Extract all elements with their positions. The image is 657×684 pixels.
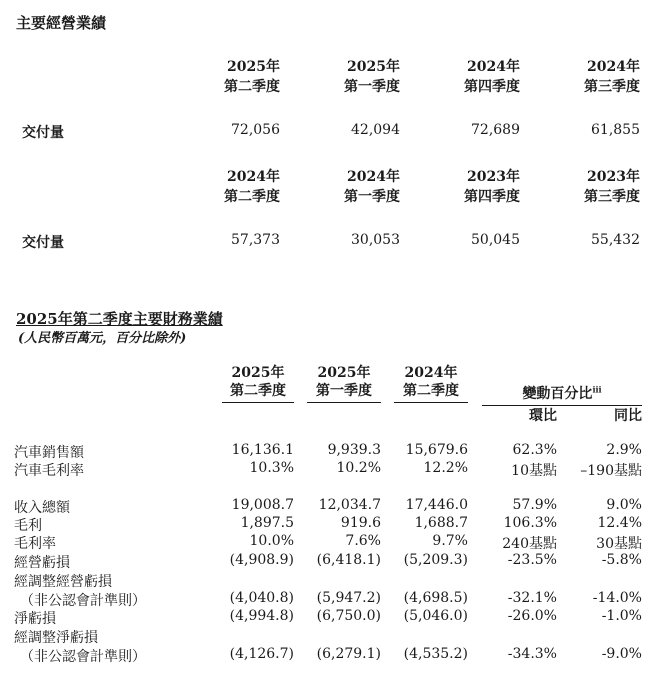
row-label: 毛利 — [14, 518, 42, 534]
table-cell: (4,126.7) — [229, 646, 294, 662]
table-cell: 7.6% — [345, 533, 381, 549]
table-cell: (6,418.1) — [316, 552, 381, 568]
table-cell: 12,034.7 — [318, 497, 381, 513]
row-label: （非公認會計準則） — [20, 649, 146, 665]
change-title: 變動百分比 — [522, 386, 593, 402]
delivery-value: 30,053 — [351, 232, 400, 248]
table-cell: –190基點 — [580, 463, 642, 479]
table-cell: (4,535.2) — [403, 646, 468, 662]
table-cell: 919.6 — [340, 515, 381, 531]
table-cell: 12.2% — [423, 460, 468, 476]
table-cell: (4,908.9) — [229, 552, 294, 568]
header-quarter: 第三季度 — [584, 79, 640, 95]
table-cell: (6,279.1) — [316, 646, 381, 662]
header-year: 2024年 — [347, 169, 400, 185]
row-label: 汽車毛利率 — [14, 463, 84, 479]
column-header — [307, 364, 381, 403]
table-cell: 30基點 — [596, 536, 642, 552]
table-cell: 9.0% — [606, 497, 642, 513]
delivery-value: 50,045 — [471, 232, 520, 248]
header-year: 2024年 — [467, 59, 520, 75]
row-label: 汽車銷售額 — [14, 445, 84, 461]
table-cell: -9.0% — [601, 646, 642, 662]
column-header — [565, 57, 640, 97]
row-label: 交付量 — [22, 235, 64, 251]
table-cell: 15,679.6 — [405, 442, 468, 458]
section-title: 2025年第二季度主要財務業績 — [16, 310, 223, 328]
table-cell: 62.3% — [512, 442, 557, 458]
header-quarter: 第四季度 — [464, 189, 520, 205]
table-cell: (6,750.0) — [316, 608, 381, 624]
table-cell: 10基點 — [511, 463, 557, 479]
table-cell: 1,688.7 — [414, 515, 468, 531]
header-year: 2025年 — [231, 365, 285, 381]
row-label: 經調整經營虧損 — [14, 574, 112, 590]
table-cell: 10.2% — [336, 460, 381, 476]
table-cell: (4,040.8) — [229, 590, 294, 606]
delivery-value: 72,056 — [231, 122, 280, 138]
table-cell: 9,939.3 — [327, 442, 381, 458]
change-footnote: iii — [592, 384, 602, 395]
row-label: 經營虧損 — [14, 555, 70, 571]
row-label: 毛利率 — [14, 536, 56, 552]
header-year: 2023年 — [587, 169, 640, 185]
header-quarter: 第四季度 — [464, 79, 520, 95]
column-header — [565, 167, 640, 207]
table-cell: -32.1% — [507, 590, 557, 606]
header-year: 2024年 — [404, 365, 458, 381]
header-year: 2023年 — [467, 169, 520, 185]
row-label: 交付量 — [22, 125, 64, 141]
header-year: 2025年 — [347, 59, 400, 75]
header-quarter: 第二季度 — [224, 189, 280, 205]
table-cell: (4,698.5) — [403, 590, 468, 606]
header-quarter: 第三季度 — [584, 189, 640, 205]
header-quarter: 第一季度 — [316, 383, 372, 399]
table-cell: 1,897.5 — [240, 515, 294, 531]
table-cell: (5,947.2) — [316, 590, 381, 606]
table-cell: 240基點 — [502, 536, 557, 552]
header-quarter: 第二季度 — [230, 383, 286, 399]
column-header — [445, 57, 520, 97]
header-quarter: 第一季度 — [344, 189, 400, 205]
table-cell: -5.8% — [601, 552, 642, 568]
table-cell: 9.7% — [432, 533, 468, 549]
table-cell: 57.9% — [512, 497, 557, 513]
table-cell: 10.3% — [249, 460, 294, 476]
row-label: 收入總額 — [14, 500, 70, 516]
header-year: 2024年 — [587, 59, 640, 75]
change-col-yoy: 同比 — [614, 408, 642, 424]
table-cell: 17,446.0 — [405, 497, 468, 513]
header-year: 2024年 — [227, 169, 280, 185]
header-quarter: 第二季度 — [224, 79, 280, 95]
table-cell: 16,136.1 — [231, 442, 294, 458]
column-header — [205, 57, 280, 97]
delivery-value: 42,094 — [351, 122, 400, 138]
delivery-value: 61,855 — [591, 122, 640, 138]
column-header — [222, 364, 294, 403]
delivery-value: 55,432 — [591, 232, 640, 248]
table-cell: -14.0% — [592, 590, 642, 606]
column-header — [205, 167, 280, 207]
row-label: （非公認會計準則） — [20, 593, 146, 609]
section-subtitle: (人民幣百萬元，百分比除外) — [18, 331, 187, 346]
table-cell: -26.0% — [507, 608, 557, 624]
delivery-value: 57,373 — [231, 232, 280, 248]
header-quarter: 第一季度 — [344, 79, 400, 95]
header-year: 2025年 — [227, 59, 280, 75]
table-cell: -23.5% — [507, 552, 557, 568]
delivery-value: 72,689 — [471, 122, 520, 138]
table-cell: 19,008.7 — [231, 497, 294, 513]
change-col-qoq: 環比 — [529, 408, 557, 424]
table-cell: (5,209.3) — [403, 552, 468, 568]
table-cell: -34.3% — [507, 646, 557, 662]
row-label: 經調整淨虧損 — [14, 630, 98, 646]
section-title: 主要經營業績 — [16, 14, 107, 32]
header-quarter: 第二季度 — [403, 383, 459, 399]
column-header — [325, 57, 400, 97]
table-cell: 2.9% — [606, 442, 642, 458]
table-cell: 10.0% — [249, 533, 294, 549]
column-header — [325, 167, 400, 207]
row-label: 淨虧損 — [14, 611, 56, 627]
table-cell: -1.0% — [601, 608, 642, 624]
change-header — [482, 383, 642, 406]
header-year: 2025年 — [317, 365, 371, 381]
column-header — [394, 364, 468, 403]
table-cell: (5,046.0) — [403, 608, 468, 624]
table-cell: (4,994.8) — [229, 608, 294, 624]
table-cell: 12.4% — [597, 515, 642, 531]
column-header — [445, 167, 520, 207]
table-cell: 106.3% — [503, 515, 557, 531]
